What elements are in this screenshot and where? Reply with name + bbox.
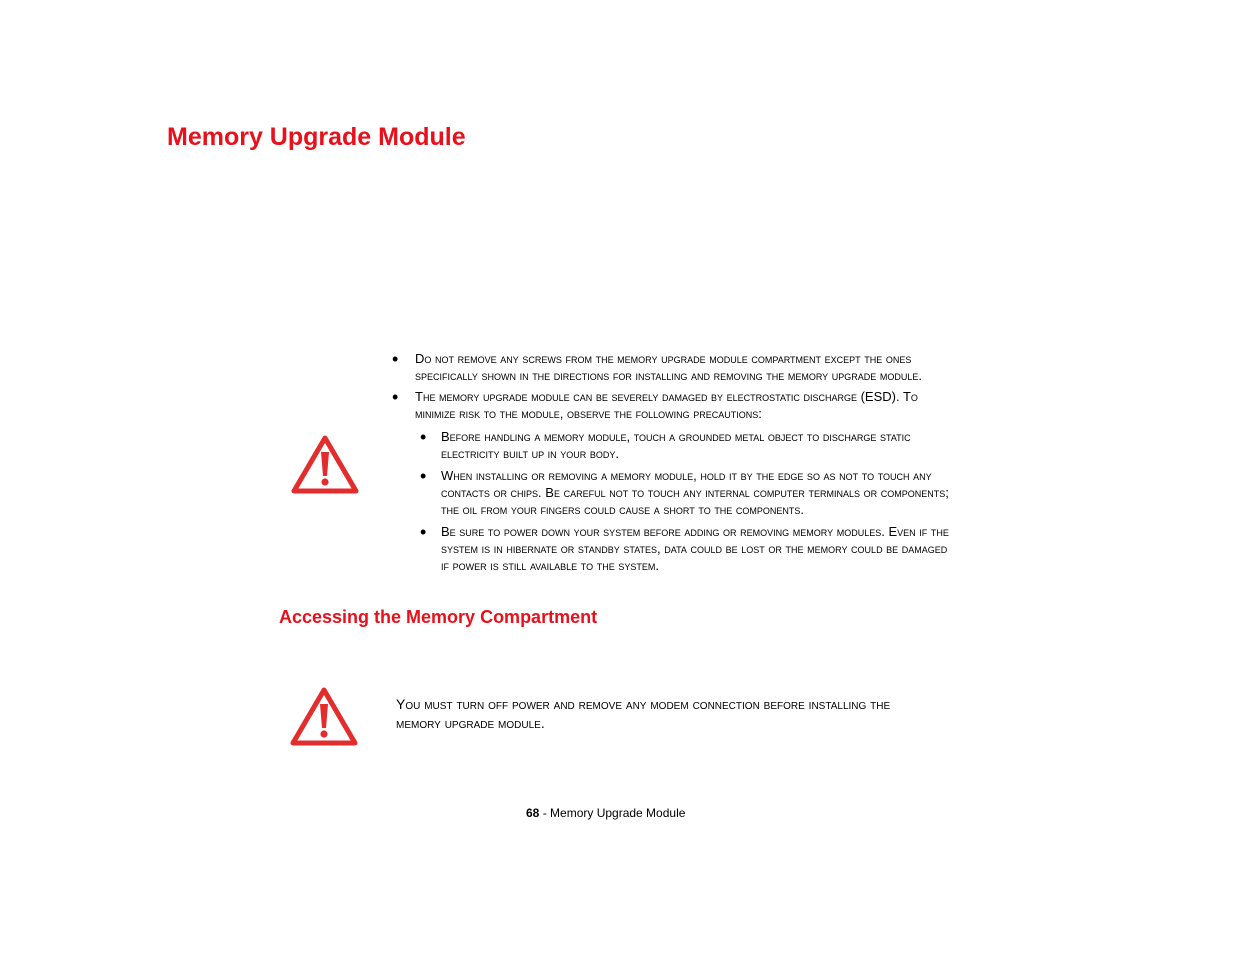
caution-subitem bbox=[420, 466, 949, 523]
page-number: 68 bbox=[526, 806, 540, 820]
caution-item-line: Do not remove any screws from the memory upgrade module compartment except the ones bbox=[415, 351, 912, 366]
caution-paragraph-line: memory upgrade module. bbox=[396, 715, 545, 731]
caution-paragraph bbox=[396, 695, 890, 733]
warning-icon bbox=[291, 434, 359, 494]
caution-subitem-line: if power is still available to the system. bbox=[441, 558, 659, 573]
caution-item-line: minimize risk to the module, observe the following precautions: bbox=[415, 406, 762, 421]
page-footer bbox=[526, 806, 685, 820]
caution-subitem bbox=[420, 427, 949, 467]
bullet-icon: • bbox=[392, 387, 399, 407]
caution-subitem-line: Be sure to power down your system before adding or removing memory modules. Even if the bbox=[441, 524, 949, 539]
caution-item bbox=[392, 349, 923, 388]
caution-list bbox=[392, 349, 923, 426]
caution-subitem-line: Before handling a memory module, touch a grounded metal object to discharge static bbox=[441, 429, 911, 444]
bullet-icon: • bbox=[420, 427, 427, 447]
footer-label: - Memory Upgrade Module bbox=[539, 806, 686, 820]
caution-item bbox=[392, 387, 922, 426]
caution-subitem-line: electricity built up in your body. bbox=[441, 446, 620, 461]
caution-item-line: The memory upgrade module can be severely damaged by electrostatic discharge (ESD). To bbox=[415, 389, 918, 404]
bullet-icon: • bbox=[420, 466, 427, 486]
caution-paragraph-line: You must turn off power and remove any modem connection before installing the bbox=[396, 696, 891, 712]
caution-subitem-line: the oil from your fingers could cause a short to the components. bbox=[441, 502, 805, 517]
caution-item-line: specifically shown in the directions for installing and removing the memory upgrade module. bbox=[415, 368, 923, 383]
caution-subitem-line: contacts or chips. Be careful not to touch any internal computer terminals or components; bbox=[441, 485, 949, 500]
bullet-icon: • bbox=[392, 349, 399, 369]
section-heading: Accessing the Memory Compartment bbox=[279, 607, 598, 627]
page-title: Memory Upgrade Module bbox=[167, 123, 466, 151]
bullet-icon: • bbox=[420, 522, 427, 542]
caution-subitem bbox=[420, 522, 949, 579]
caution-sublist bbox=[420, 427, 949, 579]
caution-subitem-line: When installing or removing a memory module, hold it by the edge so as not to touch any bbox=[441, 468, 932, 483]
caution-subitem-line: system is in hibernate or standby states, data could be lost or the memory could be damaged bbox=[441, 541, 948, 556]
warning-icon bbox=[290, 686, 358, 746]
